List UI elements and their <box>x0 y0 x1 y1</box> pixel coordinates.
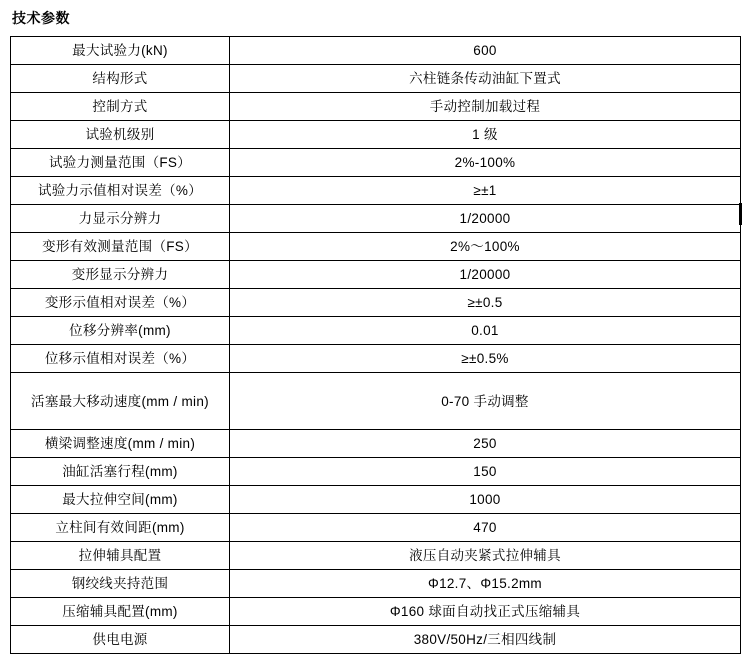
row-value: 1/20000 <box>230 205 741 233</box>
page-title: 技术参数 <box>12 10 70 26</box>
row-value: 470 <box>230 514 741 542</box>
row-label: 钢绞线夹持范围 <box>11 570 230 598</box>
row-label: 变形显示分辨力 <box>11 261 230 289</box>
table-body <box>11 37 741 654</box>
row-value: 2%～100% <box>230 233 741 261</box>
row-value: 2%-100% <box>230 149 741 177</box>
row-label: 变形示值相对误差（%） <box>11 289 230 317</box>
row-label: 横梁调整速度(mm / min) <box>11 430 230 458</box>
row-label: 控制方式 <box>11 93 230 121</box>
table-row <box>11 93 741 121</box>
row-value: 手动控制加载过程 <box>230 93 741 121</box>
table-row <box>11 149 741 177</box>
row-value: ≥±1 <box>230 177 741 205</box>
table-row <box>11 317 741 345</box>
table-row <box>11 289 741 317</box>
row-value: ≥±0.5 <box>230 289 741 317</box>
row-label: 试验机级别 <box>11 121 230 149</box>
row-label: 结构形式 <box>11 65 230 93</box>
row-value: 液压自动夹紧式拉伸辅具 <box>230 542 741 570</box>
row-value: 1/20000 <box>230 261 741 289</box>
row-label: 最大试验力(kN) <box>11 37 230 65</box>
row-value: 0.01 <box>230 317 741 345</box>
row-label: 变形有效测量范围（FS） <box>11 233 230 261</box>
table-row <box>11 37 741 65</box>
row-label: 力显示分辨力 <box>11 205 230 233</box>
table-row <box>11 458 741 486</box>
row-label: 试验力测量范围（FS） <box>11 149 230 177</box>
row-label: 拉伸辅具配置 <box>11 542 230 570</box>
row-value: 150 <box>230 458 741 486</box>
table-row <box>11 486 741 514</box>
table-row <box>11 570 741 598</box>
row-label: 供电电源 <box>11 626 230 654</box>
table-row <box>11 177 741 205</box>
table-row <box>11 233 741 261</box>
technical-parameters-table <box>10 36 741 654</box>
row-value: 600 <box>230 37 741 65</box>
row-value: 六柱链条传动油缸下置式 <box>230 65 741 93</box>
table-row <box>11 345 741 373</box>
row-label: 位移分辨率(mm) <box>11 317 230 345</box>
table-row <box>11 373 741 430</box>
table-row <box>11 65 741 93</box>
row-label: 压缩辅具配置(mm) <box>11 598 230 626</box>
scan-edge-mark <box>739 203 742 225</box>
table-row <box>11 430 741 458</box>
table-row <box>11 261 741 289</box>
row-label: 立柱间有效间距(mm) <box>11 514 230 542</box>
row-value: 1 级 <box>230 121 741 149</box>
row-label: 油缸活塞行程(mm) <box>11 458 230 486</box>
row-value: 1000 <box>230 486 741 514</box>
table-row <box>11 121 741 149</box>
table-row <box>11 514 741 542</box>
table-row <box>11 626 741 654</box>
table-row <box>11 542 741 570</box>
row-label: 最大拉伸空间(mm) <box>11 486 230 514</box>
row-label: 位移示值相对误差（%） <box>11 345 230 373</box>
row-value: Φ160 球面自动找正式压缩辅具 <box>230 598 741 626</box>
row-value: 380V/50Hz/三相四线制 <box>230 626 741 654</box>
row-label: 活塞最大移动速度(mm / min) <box>11 373 230 430</box>
row-value: ≥±0.5% <box>230 345 741 373</box>
table-row <box>11 598 741 626</box>
row-label: 试验力示值相对误差（%） <box>11 177 230 205</box>
row-value: 0-70 手动调整 <box>230 373 741 430</box>
table-row <box>11 205 741 233</box>
row-value: 250 <box>230 430 741 458</box>
row-value: Φ12.7、Φ15.2mm <box>230 570 741 598</box>
